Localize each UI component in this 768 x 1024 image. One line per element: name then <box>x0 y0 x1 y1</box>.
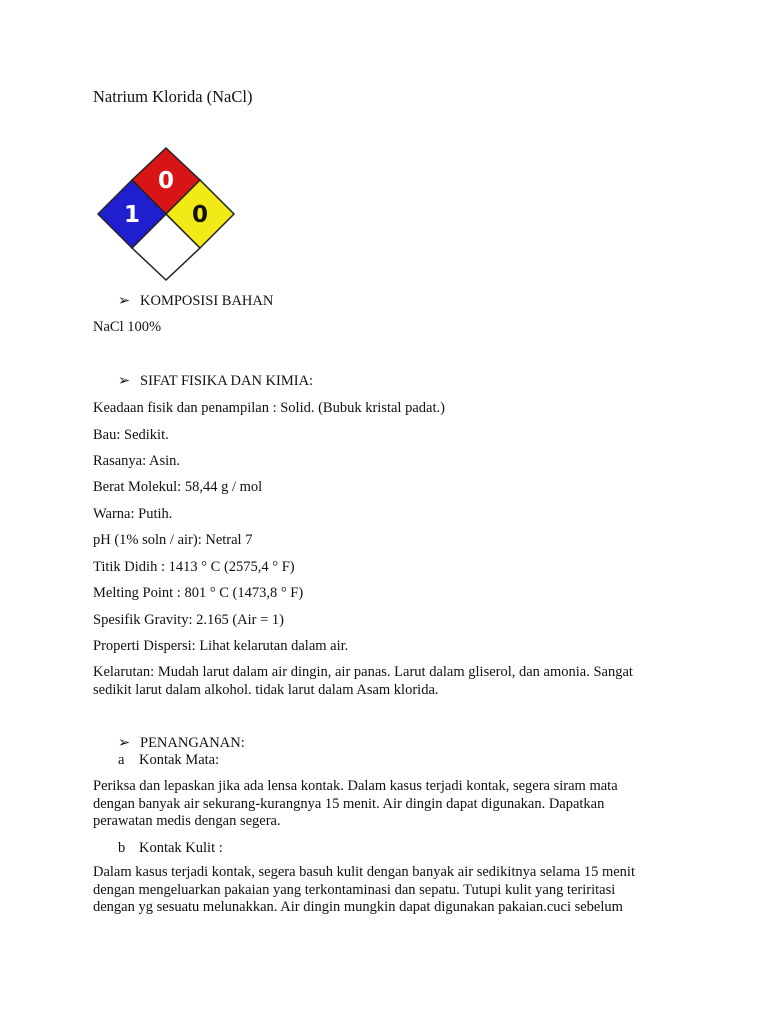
nfpa-hazard-diamond <box>95 146 237 282</box>
paragraph-line: Periksa dan lepaskan jika ada lensa kontak. Dalam kasus terjadi kontak, segera siram mata <box>93 778 618 794</box>
kontak-mata-paragraph <box>93 778 693 831</box>
property-line: Warna: Putih. <box>93 506 173 522</box>
paragraph-line: dengan yg sesuatu melunakkan. Air dingin mungkin dapat digunakan pakaian.cuci sebelum <box>93 899 623 915</box>
nfpa-reactivity-value: 0 <box>191 202 209 228</box>
property-line: Rasanya: Asin. <box>93 453 180 469</box>
paragraph-line: perawatan medis dengan segera. <box>93 813 281 829</box>
property-line: Keadaan fisik dan penampilan : Solid. (Bubuk kristal padat.) <box>93 400 445 416</box>
section-komposisi-heading <box>118 292 273 310</box>
section-heading-text: KOMPOSISI BAHAN <box>140 293 274 309</box>
section-sifat-heading <box>118 372 313 390</box>
subsection-kontak-kulit <box>118 839 223 857</box>
section-heading-text: SIFAT FISIKA DAN KIMIA: <box>140 373 314 389</box>
section-heading-text: PENANGANAN: <box>140 735 245 751</box>
nfpa-flammability-value: 0 <box>157 168 175 194</box>
paragraph-line: dengan banyak air sekurang-kurangnya 15 menit. Air dingin dapat digunakan. Dapatkan <box>93 795 605 812</box>
property-line: Melting Point : 801 ° C (1473,8 ° F) <box>93 585 304 601</box>
property-line: pH (1% soln / air): Netral 7 <box>93 532 253 548</box>
paragraph-line: sedikit larut dalam alkohol. tidak larut dalam Asam klorida. <box>93 681 439 698</box>
komposisi-text: NaCl 100% <box>93 319 162 335</box>
property-line: Properti Dispersi: Lihat kelarutan dalam air. <box>93 638 349 654</box>
property-line: Titik Didih : 1413 ° C (2575,4 ° F) <box>93 559 295 575</box>
kontak-kulit-paragraph <box>93 864 693 917</box>
subsection-letter: a <box>118 752 125 768</box>
property-line: Berat Molekul: 58,44 g / mol <box>93 479 263 495</box>
paragraph-line: dengan mengeluarkan pakaian yang terkontaminasi dan sepatu. Tutupi kulit yang teriritasi <box>93 881 616 898</box>
subsection-letter: b <box>118 840 126 856</box>
section-penanganan-heading <box>118 734 245 752</box>
arrow-bullet-icon: ➢ <box>118 373 131 389</box>
nfpa-health-value: 1 <box>123 202 141 228</box>
subsection-label: Kontak Mata: <box>139 752 220 768</box>
subsection-label: Kontak Kulit : <box>139 840 223 856</box>
subsection-kontak-mata <box>118 751 219 769</box>
property-line: Bau: Sedikit. <box>93 427 169 443</box>
paragraph-line: Dalam kasus terjadi kontak, segera basuh kulit dengan banyak air sedikitnya selama 15 menit <box>93 864 635 880</box>
paragraph-line: Kelarutan: Mudah larut dalam air dingin, air panas. Larut dalam gliserol, dan amonia. Sangat <box>93 664 633 680</box>
arrow-bullet-icon: ➢ <box>118 735 131 751</box>
arrow-bullet-icon: ➢ <box>118 293 131 309</box>
property-line: Spesifik Gravity: 2.165 (Air = 1) <box>93 612 285 628</box>
page-title: Natrium Klorida (NaCl) <box>93 87 253 106</box>
kelarutan-paragraph <box>93 664 693 699</box>
